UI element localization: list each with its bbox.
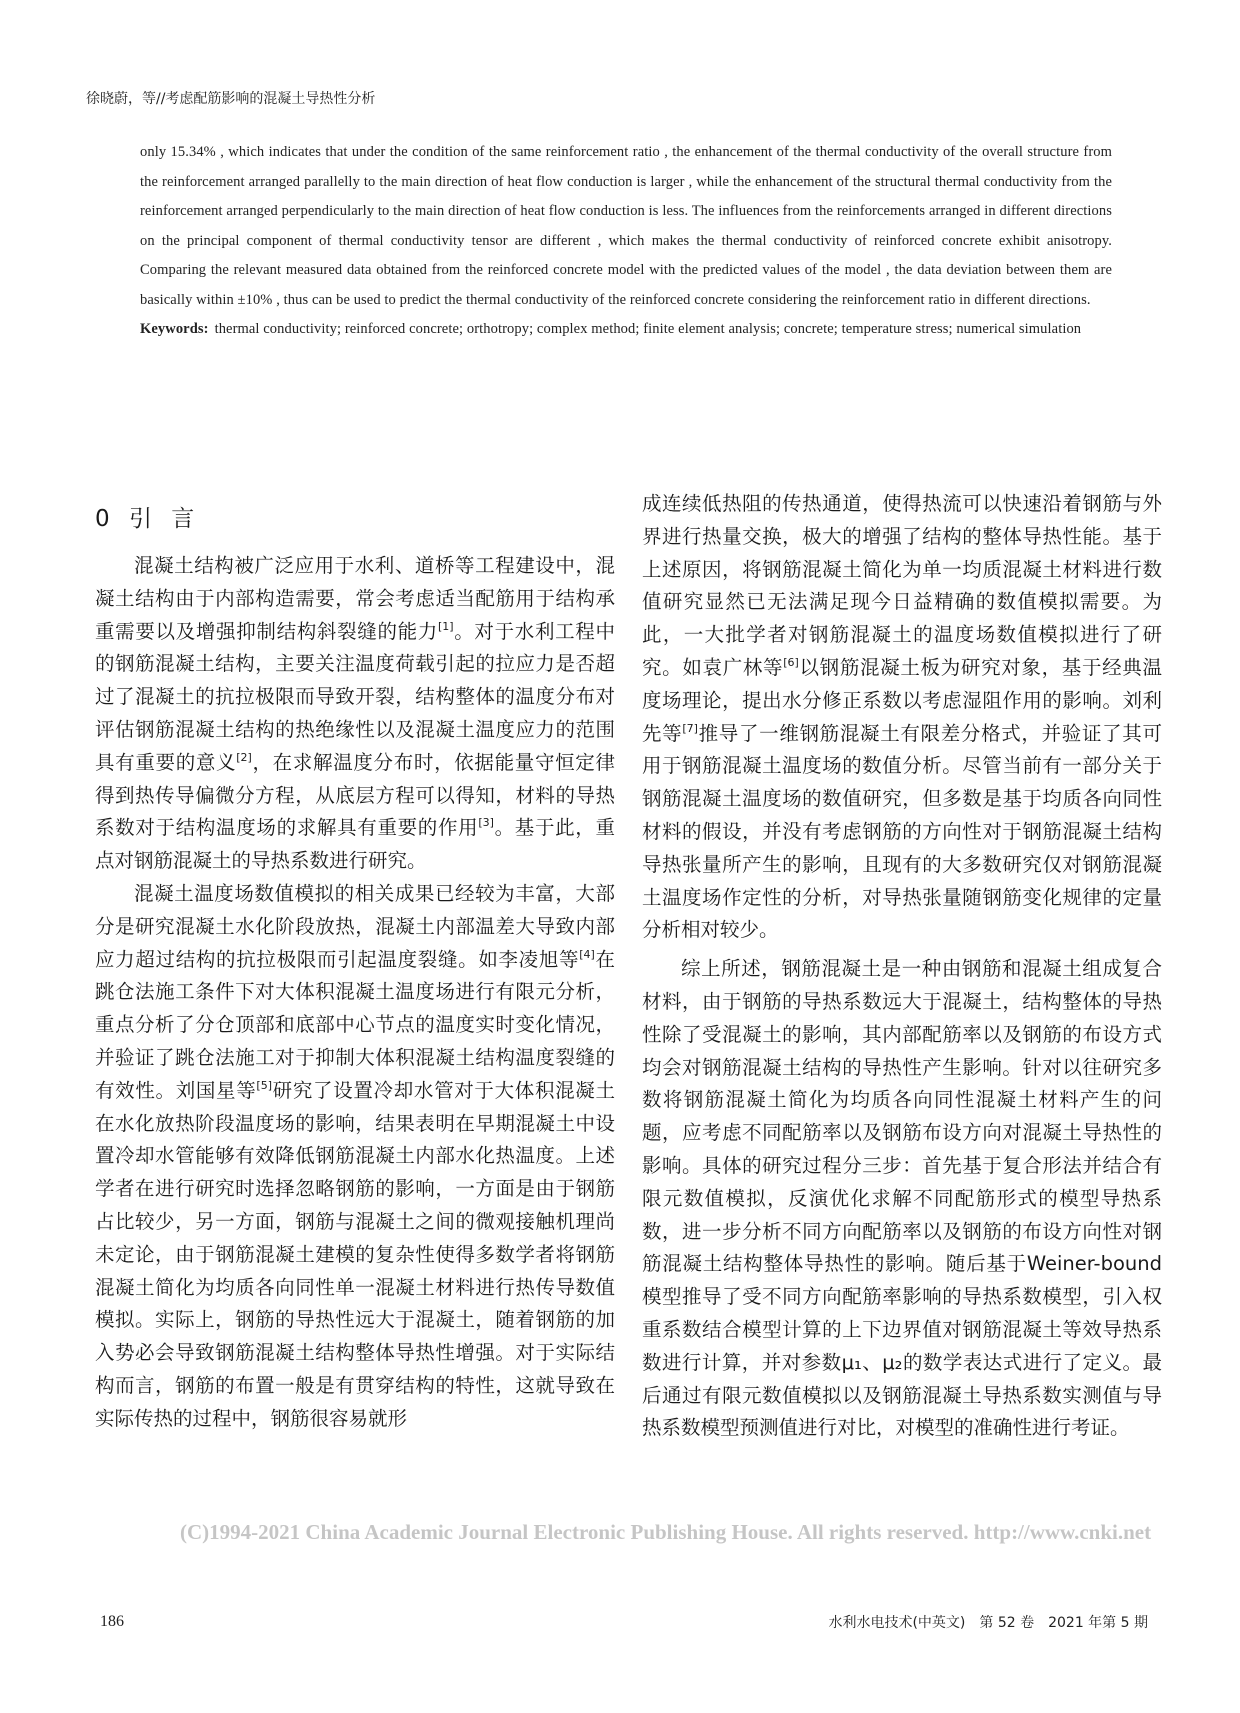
journal-info: 水利水电技术(中英文) 第 52 卷 2021 年第 5 期	[828, 1615, 1148, 1631]
paragraph	[642, 488, 1162, 947]
text-run: 成连续低热阻的传热通道，使得热流可以快速沿着钢筋与外界进行热量交换，极大的增强了结构的整体导热性能。基于上述原因，将钢筋混凝土简化为单一均质混凝土材料进行数值研究显然已无法满足现今日益精确的数值模拟需要。为此，一大批学者对钢筋混凝土的温度场数值模拟进行了研究。如袁广林等	[642, 492, 1162, 679]
text-run: 。对于水利工程中的钢筋混凝土结构，主要关注温度荷载引起的拉应力是否超过了混凝土的抗拉极限而导致开裂，结构整体的温度分布对评估钢筋混凝土结构的热绝缘性以及混凝土温度应力的范围具有重要的意义	[95, 619, 615, 774]
citation-ref: [1]	[437, 619, 454, 633]
text-run: 。基于此，重点对钢筋混凝土的导热系数进行研究。	[95, 816, 615, 873]
text-run: 推导了一维钢筋混凝土有限差分格式，并验证了其可用于钢筋混凝土温度场的数值分析。尽管当前有一部分关于钢筋混凝土温度场的数值研究，但多数是基于均质各向同性材料的假设，并没有考虑钢筋的方向性对于钢筋混凝土结构导热张量所产生的影响，且现有的大多数研究仅对钢筋混凝土温度场作定性的分析，对导热张量随钢筋变化规律的定量分析相对较少。	[642, 721, 1162, 942]
text-run: 在跳仓法施工条件下对大体积混凝土温度场进行有限元分析，重点分析了分仓顶部和底部中心节点的温度实时变化情况，并验证了跳仓法施工对于抑制大体积混凝土结构温度裂缝的有效性。刘国星等	[95, 947, 615, 1102]
copyright-watermark: (C)1994-2021 China Academic Journal Electronic Publishing House. All rights reserved. http://www.cnki.net	[180, 1520, 1152, 1544]
right-column	[642, 488, 1162, 1445]
text-run: 混凝土结构被广泛应用于水利、道桥等工程建设中，混凝土结构由于内部构造需要，常会考虑适当配筋用于结构承重需要以及增强抑制结构斜裂缝的能力	[95, 554, 615, 643]
text-run: 混凝土温度场数值模拟的相关成果已经较为丰富，大部分是研究混凝土水化阶段放热，混凝土内部温差大导致内部应力超过结构的抗拉极限而引起温度裂缝。如李凌旭等	[95, 881, 615, 971]
text-run: 研究了设置冷却水管对于大体积混凝土在水化放热阶段温度场的影响，结果表明在早期混凝土中设置冷却水管能够有效降低钢筋混凝土内部水化热温度。上述学者在进行研究时选择忽略钢筋的影响，一方面是由于钢筋占比较少，另一方面，钢筋与混凝土之间的微观接触机理尚未定论，由于钢筋混凝土建模的复杂性使得多数学者将钢筋混凝土简化为均质各向同性单一混凝土材料进行热传导数值模拟。实际上，钢筋的导热性远大于混凝土，随着钢筋的加入势必会导致钢筋混凝土结构整体导热性增强。对于实际结构而言，钢筋的布置一般是有贯穿结构的特性，这就导致在实际传热的过程中，钢筋很容易就形	[95, 1078, 615, 1430]
keywords-text: thermal conductivity; reinforced concrete; orthotropy; complex method; finite element analysis; concrete; temperature stress; numerical simulation	[214, 321, 1082, 337]
paragraph	[95, 878, 615, 1436]
english-abstract	[140, 138, 1112, 345]
keywords-label: Keywords:	[140, 321, 209, 337]
citation-ref: [2]	[236, 750, 252, 764]
abstract-text: only 15.34% , which indicates that under the condition of the same reinforcement ratio , the enhancement of the thermal conductivity of the overall structure from the reinforcement arranged parallelly to the main direction of heat flow conduction is larger , while the enhancement of the structural thermal conductivity from the reinforcement arranged perpendicularly to the main direction of heat flow conduction is less. The influences from the reinforcements arranged in different directions on the principal component of thermal conductivity tensor are different , which makes the thermal conductivity of reinforced concrete exhibit anisotropy. Comparing the relevant measured data obtained from the reinforced concrete model with the predicted values of the model , the data deviation between them are basically within ±10% , thus can be used to predict the thermal conductivity of the reinforced concrete considering the reinforcement ratio in different directions.	[140, 144, 1112, 308]
paragraph	[95, 550, 615, 878]
left-column	[95, 490, 615, 1436]
text-run: ，在求解温度分布时，依据能量守恒定律得到热传导偏微分方程，从底层方程可以得知，材料的导热系数对于结构温度场的求解具有重要的作用	[95, 750, 615, 840]
page-number: 186	[100, 1613, 124, 1630]
text-run: 以钢筋混凝土板为研究对象，基于经典温度场理论，提出水分修正系数以考虑湿阻作用的影响。刘利先等	[642, 655, 1162, 745]
citation-ref: [3]	[478, 816, 494, 830]
running-head: 徐晓蔚，等//考虑配筋影响的混凝土导热性分析	[86, 91, 376, 107]
citation-ref: [6]	[783, 655, 799, 669]
paragraph: 综上所述，钢筋混凝土是一种由钢筋和混凝土组成复合材料，由于钢筋的导热系数远大于混凝土，结构整体的导热性除了受混凝土的影响，其内部配筋率以及钢筋的布设方式均会对钢筋混凝土结构的导热性产生影响。针对以往研究多数将钢筋混凝土简化为均质各向同性混凝土材料产生的问题，应考虑不同配筋率以及钢筋布设方向对混凝土导热性的影响。具体的研究过程分三步：首先基于复合形法并结合有限元数值模拟，反演优化求解不同配筋形式的模型导热系数，进一步分析不同方向配筋率以及钢筋的布设方向性对钢筋混凝土结构整体导热性的影响。随后基于Weiner-bound模型推导了受不同方向配筋率影响的导热系数模型，引入权重系数结合模型计算的上下边界值对钢筋混凝土等效导热系数进行计算，并对参数μ₁、μ₂的数学表达式进行了定义。最后通过有限元数值模拟以及钢筋混凝土导热系数实测值与导热系数模型预测值进行对比，对模型的准确性进行考证。	[642, 957, 1162, 1440]
citation-ref: [7]	[682, 721, 698, 735]
citation-ref: [4]	[579, 947, 595, 961]
section-heading: 0 引 言	[95, 506, 201, 532]
citation-ref: [5]	[256, 1078, 272, 1092]
